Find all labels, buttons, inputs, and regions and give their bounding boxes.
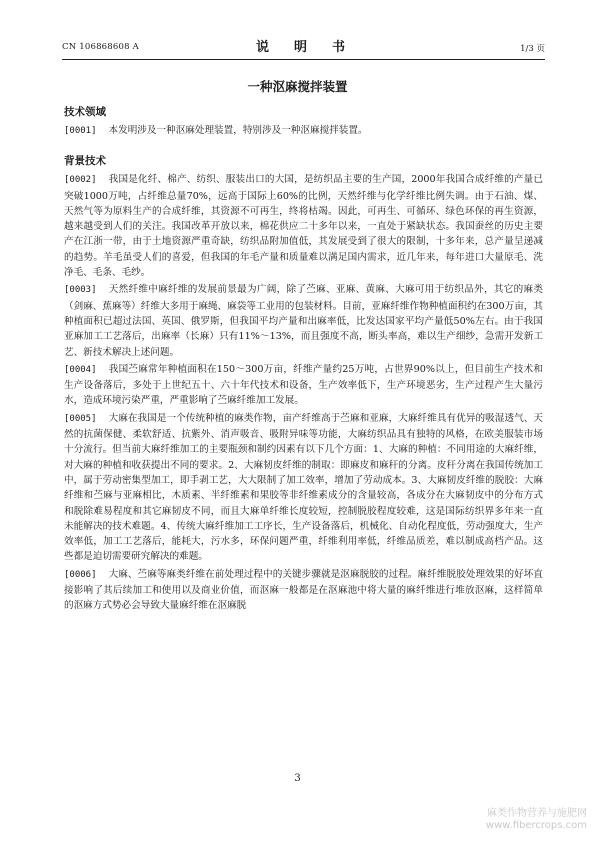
paragraph-number: [0004] bbox=[64, 364, 97, 375]
watermark-site-name: 麻类作物营养与施肥网 bbox=[487, 808, 587, 819]
paragraph-number: [0002] bbox=[64, 175, 97, 186]
paragraph bbox=[64, 123, 543, 139]
paragraph bbox=[64, 411, 543, 565]
page-indicator: 1/3 页 bbox=[520, 44, 545, 54]
section-technical-field bbox=[64, 104, 543, 139]
section-heading: 技术领域 bbox=[64, 106, 106, 118]
paragraph-text: 我国是化纤、棉产、纺织、服装出口的大国，是纺织品主要的生产国，2000年我国合成纤维的产量已突破1000万吨，占纤维总量70%，远高于国际上60%的比例，天然纤维与化学纤维比例失调。由于石油、煤、天然气等为原料生产的合成纤维，其资源不可再生，终将枯竭。因此，可再生、可循环、绿色环保的再生资源，越来越受到人们的关注。我国改革开放以来，棉花供应二十多年以来，一直处于紧缺状态。我国蚕丝的历史主要产在江浙一带，由于土地资源严重奇缺，纺织品附加值低，其发展受到了很大的限制，十多年来，总产量呈递减的趋势。羊毛虽受人们的喜爱，但我国的年毛产量和质量难以满足国内需求，近几年来，每年进口大量原毛、洗净毛、毛条、毛纱。 bbox=[64, 174, 543, 279]
paragraph-number: [0001] bbox=[64, 126, 97, 136]
paragraph bbox=[64, 362, 543, 409]
paragraph-text: 我国苎麻常年种植面积在150～300万亩，纤维产量约25万吨，占世界90%以上，但目前生产技术和生产设备落后，多处于上世纪五十、六十年代技术和设备，生产效率低下，生产环境恶劣，生产过程产生大量污水，造成环境污染严重，严重影响了苎麻纤维加工发展。 bbox=[64, 363, 543, 407]
paragraph-text: 大麻在我国是一个传统种植的麻类作物，亩产纤维高于苎麻和亚麻，大麻纤维具有优异的吸湿透气、天然的抗菌保健、柔软舒适、抗紫外、消声吸音、吸附异味等功能，大麻纺织品具有独特的风格，在欧美服装市场十分流行。但当前大麻纤维加工的主要瓶颈和制约因素有以下几个方面：1、大麻的种植：不同用途的大麻纤维，对大麻的种植和收获提出不同的要求。2、大麻韧皮纤维的制取：即麻皮和麻秆的分离。皮秆分离在我国传统加工中，属于劳动密集型加工，即手剥工艺，大大限制了加工效率，增加了劳动成本。3、大麻韧皮纤维的脱胶：大麻纤维和苎麻与亚麻相比，木质素、半纤维素和果胶等非纤维素成分的含量较高，各成分在大麻韧皮中的分布方式和脱除难易程度和其它麻韧皮不同，而且大麻单纤维长度较短，控制脱胶程度较难，这是国际纺织界多年来一直未能解决的技术难题。4、传统大麻纤维加工工序长，生产设备落后，机械化、自动化程度低，劳动强度大，生产效率低，加工工艺落后，能耗大，污水多，环保问题严重，纤维利用率低，纤维品质差，难以制成高档产品。这些都是迫切需要研究解决的难题。 bbox=[64, 412, 543, 563]
patent-number: CN 106868608 A bbox=[62, 42, 139, 52]
watermark bbox=[486, 808, 587, 832]
paragraph-number: [0003] bbox=[64, 285, 97, 296]
page-number: 3 bbox=[294, 773, 301, 784]
paragraph-text: 天然纤维中麻纤维的发展前景最为广阔，除了苎麻、亚麻、黄麻、大麻可用于纺织品外，其它的麻类（剑麻、蕉麻等）纤维大多用于麻绳、麻袋等工业用的包装材料。目前，亚麻纤维作物种植面积约在300万亩，其种植面积已超过法国、英国、俄罗斯，但我国平均产量和出麻率低，比发达国家平均产量低50%左右。由于我国亚麻加工工艺落后，出麻率（长麻）只有11%～13%，而且强度不高，断头率高，难以生产细纱，急需开发新工艺、新技术解决上述问题。 bbox=[64, 284, 543, 358]
paragraph-number: [0006] bbox=[64, 569, 97, 580]
paragraph bbox=[64, 172, 543, 280]
document-type: 说 明 书 bbox=[255, 40, 351, 55]
document-title: 一种沤麻搅拌装置 bbox=[247, 79, 348, 94]
section-background-art bbox=[64, 153, 543, 613]
paragraph-text: 大麻、苎麻等麻类纤维在前处理过程中的关键步骤就是沤麻脱胶的过程。麻纤维脱胶处理效果的好坏直接影响了其后续加工和使用以及商业价值，而沤麻一般都是在沤麻池中将大量的麻纤维进行堆放沤麻，这样简单的沤麻方式势必会导致大量麻纤维在沤麻脱 bbox=[64, 568, 543, 612]
document-body bbox=[64, 104, 543, 616]
watermark-url: www.fibercrops.com bbox=[485, 820, 587, 831]
paragraph-text: 本发明涉及一种沤麻处理装置，特别涉及一种沤麻搅拌装置。 bbox=[108, 125, 368, 136]
paragraph-number: [0005] bbox=[64, 413, 97, 424]
paragraph bbox=[64, 282, 543, 359]
page-header bbox=[62, 36, 545, 58]
section-heading: 背景技术 bbox=[64, 155, 106, 168]
header-divider bbox=[62, 59, 545, 60]
paragraph bbox=[64, 567, 543, 614]
